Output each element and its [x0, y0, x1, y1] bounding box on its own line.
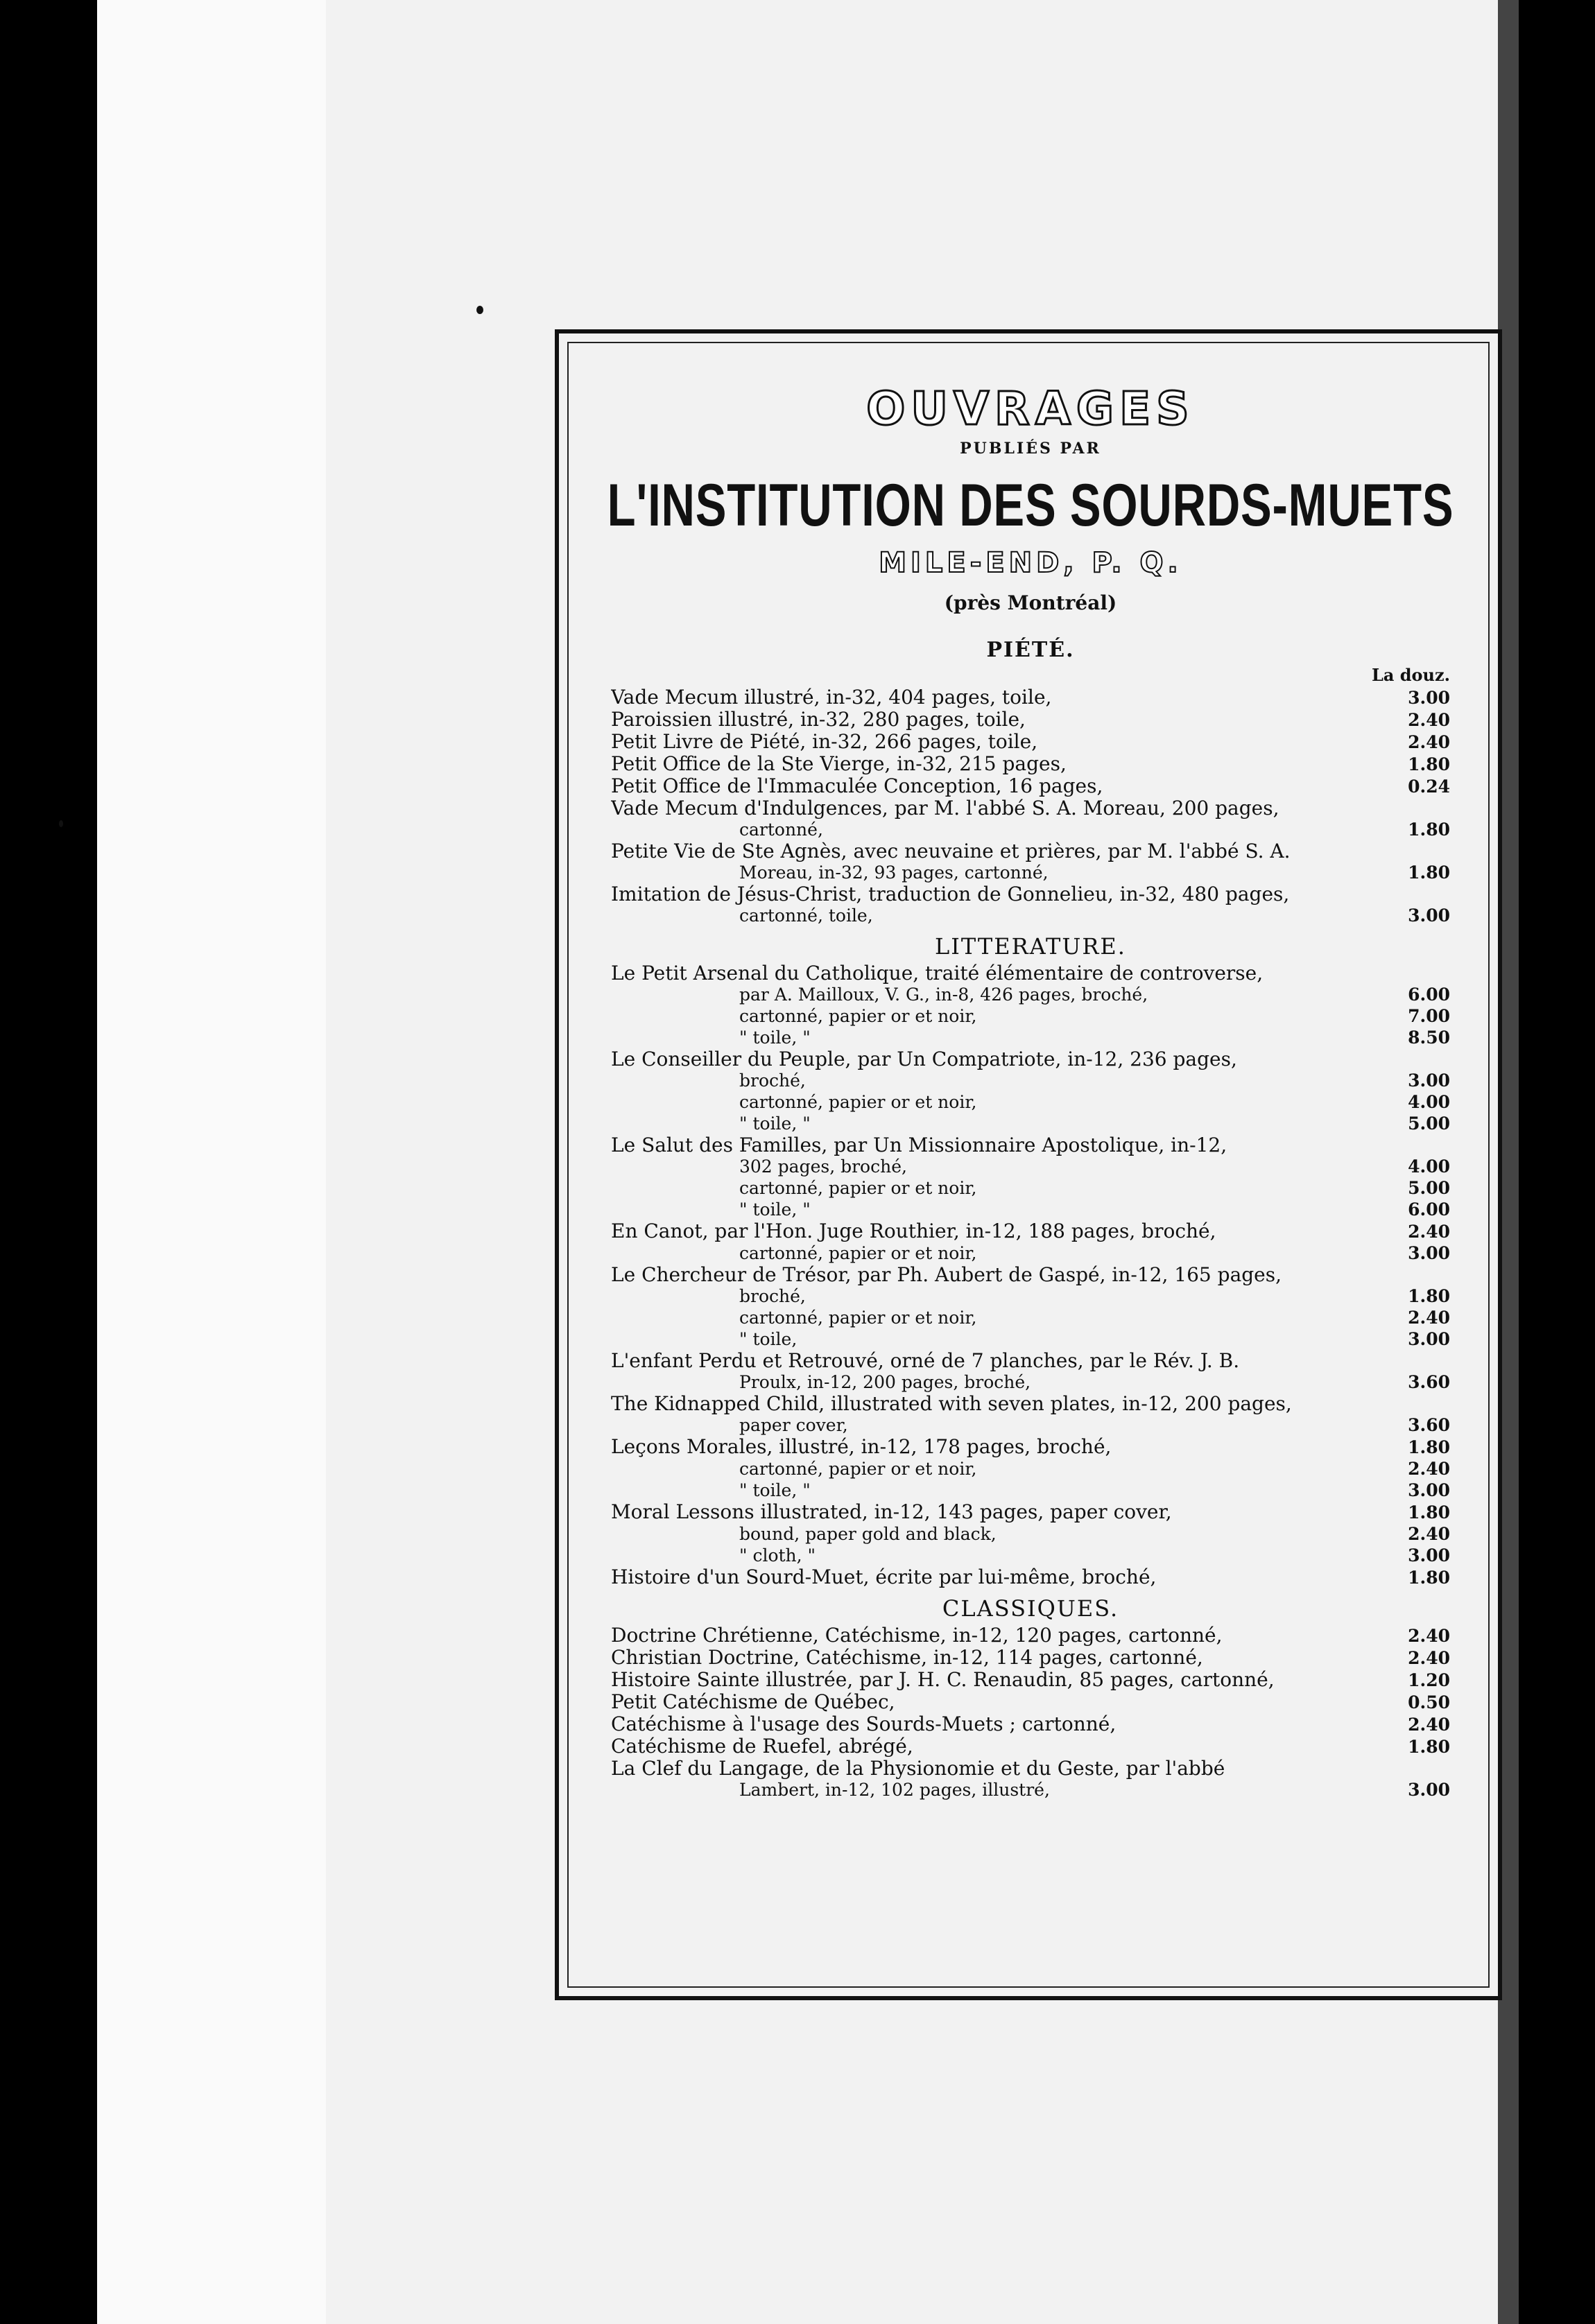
item-price: 3.00 — [1408, 905, 1450, 926]
item-description: Imitation de Jésus-Christ, traduction de Gonnelieu, in-32, 480 pages, — [611, 883, 1290, 905]
ink-speck — [59, 820, 63, 827]
item-price: 4.00 — [1408, 1092, 1450, 1112]
item-description: " toile, " — [739, 1027, 811, 1048]
price-list-row — [611, 731, 1450, 753]
item-description: Le Salut des Familles, par Un Missionnaire Apostolique, in-12, — [611, 1134, 1227, 1156]
item-description: Moreau, in-32, 93 pages, cartonné, — [739, 862, 1049, 883]
item-description: cartonné, papier or et noir, — [739, 1459, 977, 1479]
item-description: cartonné, toile, — [739, 905, 873, 926]
item-description: cartonné, papier or et noir, — [739, 1308, 977, 1328]
heading-pres-montreal: (près Montréal) — [944, 591, 1117, 614]
item-price: 2.40 — [1408, 1524, 1450, 1544]
item-price: 1.20 — [1408, 1670, 1450, 1690]
section-list-litterature — [611, 962, 1450, 1588]
item-description: paper cover, — [739, 1415, 848, 1435]
price-list-row — [611, 686, 1450, 709]
price-list-row — [611, 1048, 1450, 1070]
item-description: par A. Mailloux, V. G., in-8, 426 pages, broché, — [739, 985, 1148, 1005]
price-list-row — [611, 709, 1450, 731]
advertisement-frame — [555, 329, 1502, 2000]
item-price: 6.00 — [1408, 1199, 1450, 1220]
item-price: 5.00 — [1408, 1178, 1450, 1198]
price-list-row — [611, 1005, 1450, 1027]
section-title-classiques: CLASSIQUES. — [942, 1595, 1119, 1622]
price-list-row — [611, 1285, 1450, 1307]
item-description: Proulx, in-12, 200 pages, broché, — [739, 1372, 1031, 1392]
item-description: " toile, " — [739, 1480, 811, 1500]
item-price: 3.00 — [1408, 1070, 1450, 1091]
price-list-row — [611, 905, 1450, 926]
item-description: " toile, " — [739, 1199, 811, 1220]
item-price: 3.00 — [1408, 1545, 1450, 1566]
item-price: 2.40 — [1408, 732, 1450, 752]
item-price: 1.80 — [1408, 820, 1450, 840]
section-list-piete — [611, 686, 1450, 926]
item-price: 3.00 — [1408, 1480, 1450, 1500]
price-column-header: La douz. — [1371, 665, 1450, 685]
section-title-litterature: LITTERATURE. — [935, 933, 1126, 960]
item-description: Le Petit Arsenal du Catholique, traité élémentaire de controverse, — [611, 962, 1264, 984]
item-price: 2.40 — [1408, 1648, 1450, 1668]
price-list-row — [611, 1647, 1450, 1669]
item-description: Vade Mecum d'Indulgences, par M. l'abbé S. A. Moreau, 200 pages, — [611, 797, 1279, 819]
item-price: 2.40 — [1408, 1222, 1450, 1242]
price-list-row — [611, 1523, 1450, 1545]
item-description: Catéchisme de Ruefel, abrégé, — [611, 1735, 913, 1757]
item-description: Leçons Morales, illustré, in-12, 178 pages, broché, — [611, 1436, 1112, 1457]
item-description: bound, paper gold and black, — [739, 1524, 997, 1544]
item-description: Moral Lessons illustrated, in-12, 143 pages, paper cover, — [611, 1501, 1172, 1523]
item-description: " toile, — [739, 1329, 798, 1349]
price-list-row — [611, 1735, 1450, 1758]
item-description: cartonné, papier or et noir, — [739, 1178, 977, 1198]
scan-border-right — [1519, 0, 1595, 2324]
section-list-classiques — [611, 1624, 1450, 1801]
item-description: Petit Catéchisme de Québec, — [611, 1691, 895, 1712]
item-price: 3.00 — [1408, 1780, 1450, 1800]
price-list-row — [611, 1371, 1450, 1393]
item-description: broché, — [739, 1286, 806, 1306]
price-list-row — [611, 962, 1450, 984]
item-price: 3.00 — [1408, 1329, 1450, 1349]
item-description: cartonné, papier or et noir, — [739, 1092, 977, 1112]
price-list-row — [611, 1350, 1450, 1371]
price-list-row — [611, 1545, 1450, 1566]
price-list-row — [611, 1242, 1450, 1264]
price-list-row — [611, 1713, 1450, 1735]
item-price: 6.00 — [1408, 985, 1450, 1005]
item-price: 3.60 — [1408, 1372, 1450, 1392]
price-list-row — [611, 1566, 1450, 1588]
heading-publies-par: PUBLIÉS PAR — [960, 440, 1101, 458]
price-list-row — [611, 1156, 1450, 1177]
price-list-row — [611, 1027, 1450, 1048]
price-list-row — [611, 1480, 1450, 1501]
item-description: cartonné, papier or et noir, — [739, 1006, 977, 1026]
item-description: Lambert, in-12, 102 pages, illustré, — [739, 1780, 1050, 1800]
advertisement-content — [607, 375, 1454, 1801]
price-list-row — [611, 1779, 1450, 1801]
item-description: Histoire Sainte illustrée, par J. H. C. Renaudin, 85 pages, cartonné, — [611, 1669, 1275, 1690]
price-list-row — [611, 753, 1450, 775]
item-price: 1.80 — [1408, 1737, 1450, 1757]
price-list-row — [611, 1458, 1450, 1480]
item-description: " toile, " — [739, 1113, 811, 1134]
price-list-row — [611, 862, 1450, 883]
item-description: cartonné, — [739, 820, 823, 840]
item-price: 1.80 — [1408, 1437, 1450, 1457]
item-price: 1.80 — [1408, 862, 1450, 883]
item-description: 302 pages, broché, — [739, 1156, 907, 1177]
price-list-row — [611, 1393, 1450, 1414]
item-price: 0.24 — [1408, 777, 1450, 797]
price-list-row — [611, 883, 1450, 905]
item-description: Petit Office de l'Immaculée Conception, 16 pages, — [611, 775, 1103, 797]
item-price: 5.00 — [1408, 1113, 1450, 1134]
price-list-row — [611, 819, 1450, 840]
page-margin-left — [97, 0, 326, 2324]
price-list-row — [611, 984, 1450, 1005]
item-description: Doctrine Chrétienne, Catéchisme, in-12, 120 pages, cartonné, — [611, 1624, 1223, 1646]
item-price: 4.00 — [1408, 1156, 1450, 1177]
item-description: Catéchisme à l'usage des Sourds-Muets ; cartonné, — [611, 1713, 1116, 1735]
price-list-row — [611, 1691, 1450, 1713]
item-price: 2.40 — [1408, 1626, 1450, 1646]
item-description: Petite Vie de Ste Agnès, avec neuvaine et prières, par M. l'abbé S. A. — [611, 840, 1291, 862]
item-price: 7.00 — [1408, 1006, 1450, 1026]
item-price: 1.80 — [1408, 1568, 1450, 1588]
price-list-row — [611, 1758, 1450, 1779]
item-description: Vade Mecum illustré, in-32, 404 pages, toile, — [611, 686, 1052, 708]
price-list-row — [611, 1624, 1450, 1647]
item-price: 3.00 — [1408, 1243, 1450, 1263]
price-list-row — [611, 840, 1450, 862]
ink-speck — [476, 306, 483, 314]
item-description: broché, — [739, 1070, 806, 1091]
section-title-piete: PIÉTÉ. — [986, 638, 1075, 662]
heading-place: MILE-END, P. Q. — [879, 547, 1182, 579]
price-list-row — [611, 797, 1450, 819]
item-price: 2.40 — [1408, 1715, 1450, 1735]
item-price: 3.60 — [1408, 1415, 1450, 1435]
price-list-row — [611, 1264, 1450, 1285]
heading-institution: L'INSTITUTION DES SOURDS-MUETS — [607, 472, 1454, 539]
item-description: Paroissien illustré, in-32, 280 pages, toile, — [611, 709, 1026, 730]
price-list-row — [611, 1134, 1450, 1156]
item-price: 1.80 — [1408, 1502, 1450, 1523]
price-list-row — [611, 1501, 1450, 1523]
item-price: 2.40 — [1408, 710, 1450, 730]
heading-ouvrages: OUVRAGES — [866, 382, 1195, 435]
item-description: " cloth, " — [739, 1545, 816, 1566]
price-list-row — [611, 1669, 1450, 1691]
item-description: Petit Livre de Piété, in-32, 266 pages, toile, — [611, 731, 1038, 752]
item-price: 1.80 — [1408, 754, 1450, 774]
item-price: 2.40 — [1408, 1308, 1450, 1328]
item-description: Histoire d'un Sourd-Muet, écrite par lui-même, broché, — [611, 1566, 1157, 1588]
item-price: 2.40 — [1408, 1459, 1450, 1479]
item-description: Le Conseiller du Peuple, par Un Compatriote, in-12, 236 pages, — [611, 1048, 1237, 1070]
price-list-row — [611, 1070, 1450, 1091]
item-description: La Clef du Langage, de la Physionomie et du Geste, par l'abbé — [611, 1758, 1225, 1779]
item-description: Christian Doctrine, Catéchisme, in-12, 114 pages, cartonné, — [611, 1647, 1203, 1668]
item-description: L'enfant Perdu et Retrouvé, orné de 7 planches, par le Rév. J. B. — [611, 1350, 1240, 1371]
price-list-row — [611, 1414, 1450, 1436]
item-price: 0.50 — [1408, 1692, 1450, 1712]
item-price: 3.00 — [1408, 688, 1450, 708]
item-description: Petit Office de la Ste Vierge, in-32, 215 pages, — [611, 753, 1067, 774]
price-list-row — [611, 1328, 1450, 1350]
price-list-row — [611, 1113, 1450, 1134]
price-list-row — [611, 1091, 1450, 1113]
price-list-row — [611, 1436, 1450, 1458]
price-list-row — [611, 775, 1450, 797]
item-description: cartonné, papier or et noir, — [739, 1243, 977, 1263]
item-description: The Kidnapped Child, illustrated with seven plates, in-12, 200 pages, — [611, 1393, 1292, 1414]
item-description: En Canot, par l'Hon. Juge Routhier, in-12, 188 pages, broché, — [611, 1220, 1216, 1242]
item-price: 1.80 — [1408, 1286, 1450, 1306]
item-price: 8.50 — [1408, 1027, 1450, 1048]
price-list-row — [611, 1177, 1450, 1199]
item-description: Le Chercheur de Trésor, par Ph. Aubert de Gaspé, in-12, 165 pages, — [611, 1264, 1282, 1285]
price-list-row — [611, 1199, 1450, 1220]
price-list-row — [611, 1307, 1450, 1328]
price-list-row — [611, 1220, 1450, 1242]
